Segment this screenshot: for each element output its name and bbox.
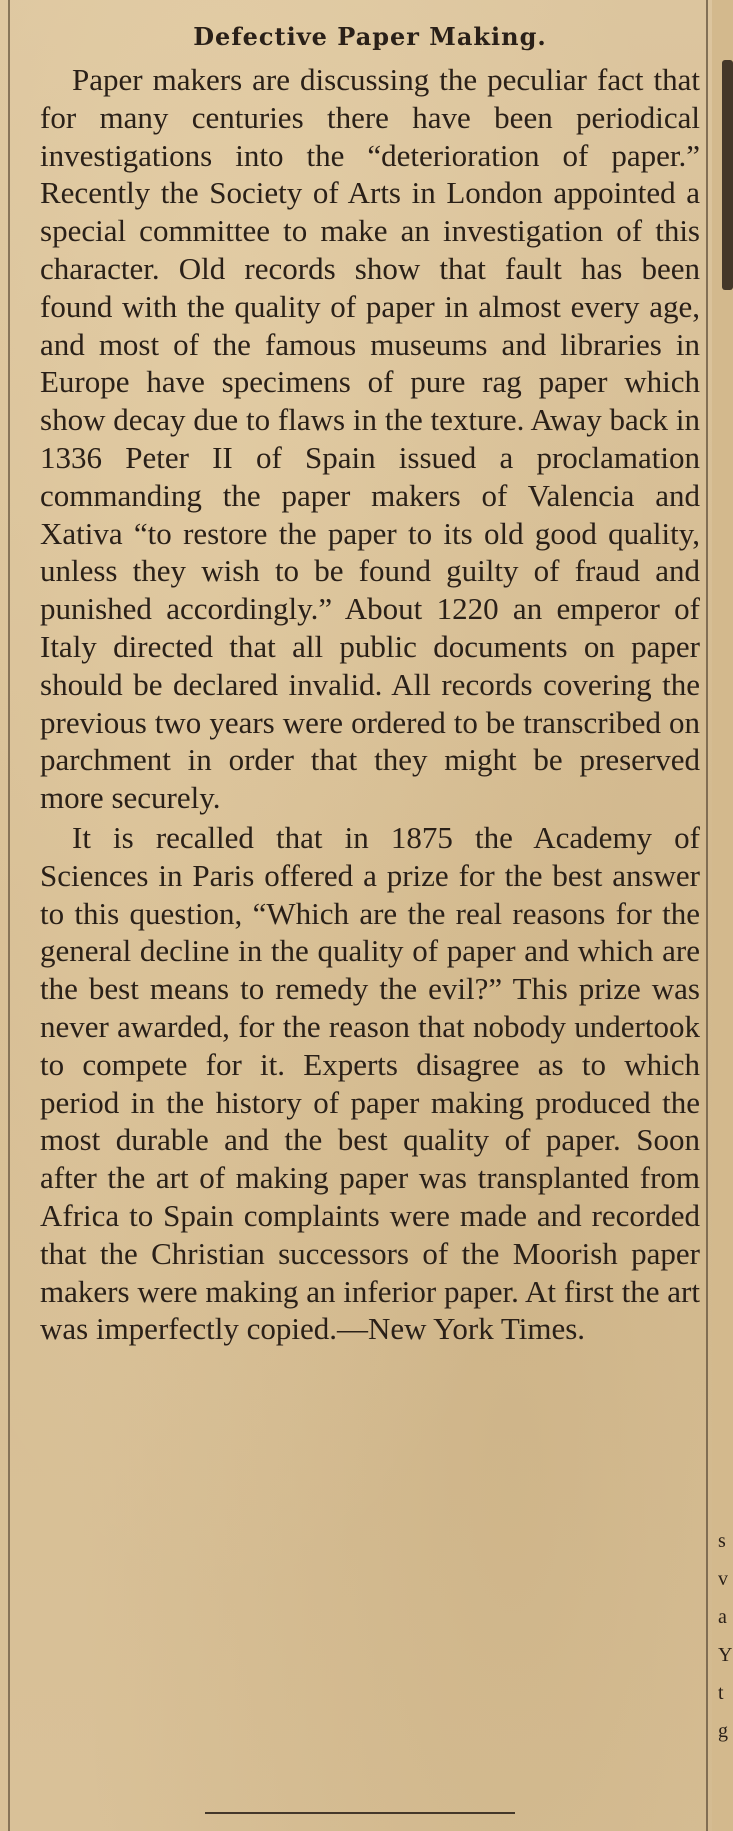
article-paragraph-2: It is recalled that in 1875 the Academy of Sciences in Paris offered a prize for the best answer to this question, “Which are the real reasons for the general decline in the quality of paper and which are the best means to remedy the evil?” This prize was never awarded, for the reason that nobody undertook to compete for it. Experts disagree as to which period in the history of paper making produced the most durable and the best quality of paper. Soon after the art of making paper was transplanted from Africa to Spain complaints were made and recorded that the Christian successors of the Moorish paper makers were making an inferior paper. At first the art was imperfectly copied.—New York Times. xyxy=(40,819,700,1347)
article-paragraph-1: Paper makers are discussing the peculiar fact that for many centuries there have been periodical investigations into the “deterioration of paper.” Recently the Society of Arts in London appointed a special committee to make an investigation of this character. Old records show that fault has been found with the quality of paper in almost every age, and most of the famous museums and libraries in Europe have specimens of pure rag paper which show decay due to flaws in the texture. Away back in 1336 Peter II of Spain issued a proclamation commanding the paper makers of Valencia and Xativa “to restore the paper to its old good quality, unless they wish to be found guilty of fraud and punished accordingly.” About 1220 an emperor of Italy directed that all public documents on paper should be declared invalid. All records covering the previous two years were ordered to be transcribed on parchment in order that they might be preserved more securely. xyxy=(40,62,700,816)
adjacent-column-fragment: s xyxy=(718,1530,726,1552)
adjacent-column-fragment: t xyxy=(718,1682,724,1704)
article-end-rule xyxy=(205,1812,515,1814)
left-column-rule xyxy=(8,0,10,1831)
adjacent-column-ink-blot xyxy=(722,60,733,290)
adjacent-column-fragment: v xyxy=(718,1568,728,1590)
adjacent-column-fragment: Y xyxy=(718,1644,733,1666)
adjacent-column-fragment: a xyxy=(718,1606,727,1628)
adjacent-column-fragment: g xyxy=(718,1720,728,1742)
article xyxy=(40,22,700,1348)
right-column-rule xyxy=(706,0,708,1831)
article-headline: Defective Paper Making. xyxy=(193,22,547,51)
